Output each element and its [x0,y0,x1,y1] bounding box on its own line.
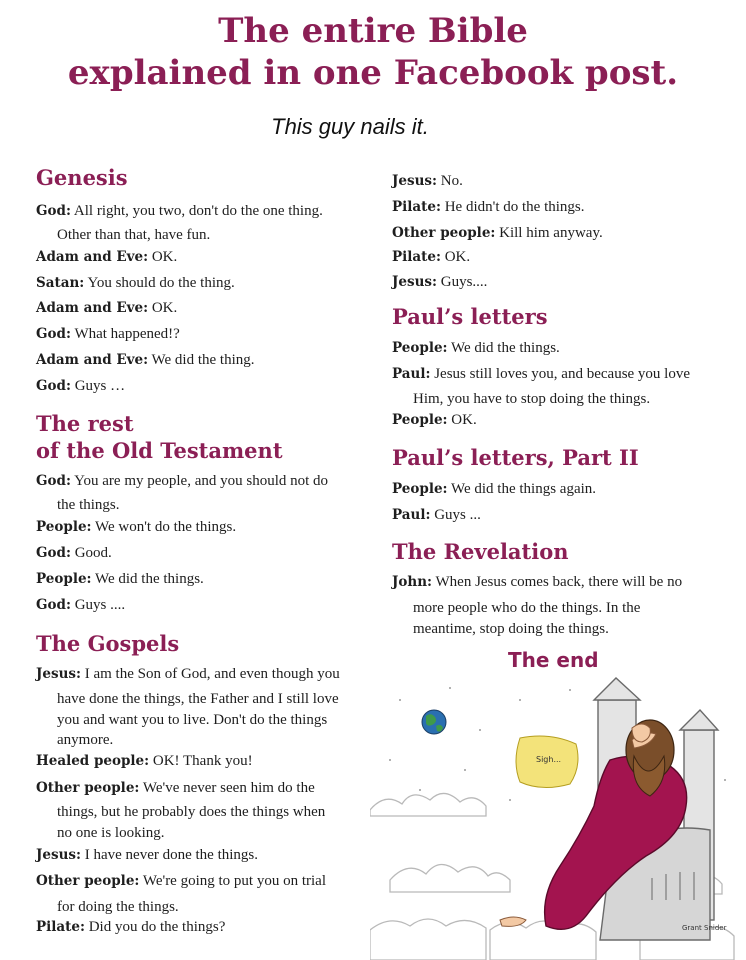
god-on-throne-illustration [370,670,746,960]
dialogue-line: for doing the things. [57,899,179,915]
subtitle: This guy nails it. [271,114,429,139]
dialogue-line: Paul: Guys ... [392,507,481,523]
dialogue-line: Pilate: OK. [392,249,471,265]
earth-icon [422,710,446,734]
dialogue-line: God: Good. [36,545,112,561]
dialogue-line: Jesus: No. [392,173,463,189]
dialogue-line: Jesus: I am the Son of God, and even though you [36,666,340,682]
dialogue-line: no one is looking. [57,825,165,841]
dialogue-line: Adam and Eve: OK. [36,249,178,265]
dialogue-line: Adam and Eve: OK. [36,300,178,316]
dialogue-line: John: When Jesus comes back, there will be no [392,574,683,590]
dialogue-line: Adam and Eve: We did the thing. [36,352,255,368]
section-heading: of the Old Testament [36,438,283,463]
section-heading: Paul’s letters, Part II [392,445,639,470]
dialogue-line: Other people: We're going to put you on trial [36,873,327,889]
dialogue-line: Healed people: OK! Thank you! [36,753,253,769]
title-line-1: The entire Bible [218,11,528,51]
dialogue-line: Satan: You should do the thing. [36,275,235,291]
section-heading: The Gospels [36,631,180,656]
section-heading: Paul’s letters [392,304,548,329]
title-line-2: explained in one Facebook post. [67,53,679,93]
dialogue-line: things, but he probably does the things when [57,804,326,820]
dialogue-line: Other people: Kill him anyway. [392,225,603,241]
dialogue-line: Pilate: Did you do the things? [36,919,226,935]
dialogue-line: the things. [57,497,120,513]
dialogue-line: God: You are my people, and you should not do [36,473,329,489]
section-heading: The Revelation [392,539,569,564]
dialogue-line: Other people: We've never seen him do the [36,780,315,796]
dialogue-line: Pilate: He didn't do the things. [392,199,585,215]
dialogue-line: Other than that, have fun. [57,227,211,243]
dialogue-line: God: All right, you two, don't do the one thing. [36,203,323,219]
dialogue-line: anymore. [57,732,114,748]
dialogue-line: Paul: Jesus still loves you, and because you love [392,366,691,382]
dialogue-line: Jesus: I have never done the things. [36,847,259,863]
dialogue-line: God: What happened!? [36,326,180,342]
dialogue-line: People: We won't do the things. [36,519,237,535]
speech-bubble [516,736,578,788]
dialogue-line: People: We did the things. [36,571,204,587]
end-title: The end [508,648,599,672]
dialogue-line: People: We did the things again. [392,481,597,497]
dialogue-line: meantime, stop doing the things. [413,621,609,637]
section-heading: Genesis [36,165,128,190]
speech-bubble-text: Sigh... [536,755,562,764]
dialogue-line: you and want you to live. Don't do the things [57,712,328,728]
page-title [0,10,746,94]
section-heading: The rest [36,411,134,436]
dialogue-line: God: Guys … [36,378,126,394]
artist-signature: Grant Snider [682,924,727,932]
dialogue-line: People: We did the things. [392,340,560,356]
dialogue-line: more people who do the things. In the [413,600,641,616]
dialogue-line: Him, you have to stop doing the things. [413,391,651,407]
dialogue-line: God: Guys .... [36,597,126,613]
dialogue-line: have done the things, the Father and I still love [57,691,339,707]
dialogue-line: People: OK. [392,412,477,428]
dialogue-line: Jesus: Guys.... [392,274,488,290]
